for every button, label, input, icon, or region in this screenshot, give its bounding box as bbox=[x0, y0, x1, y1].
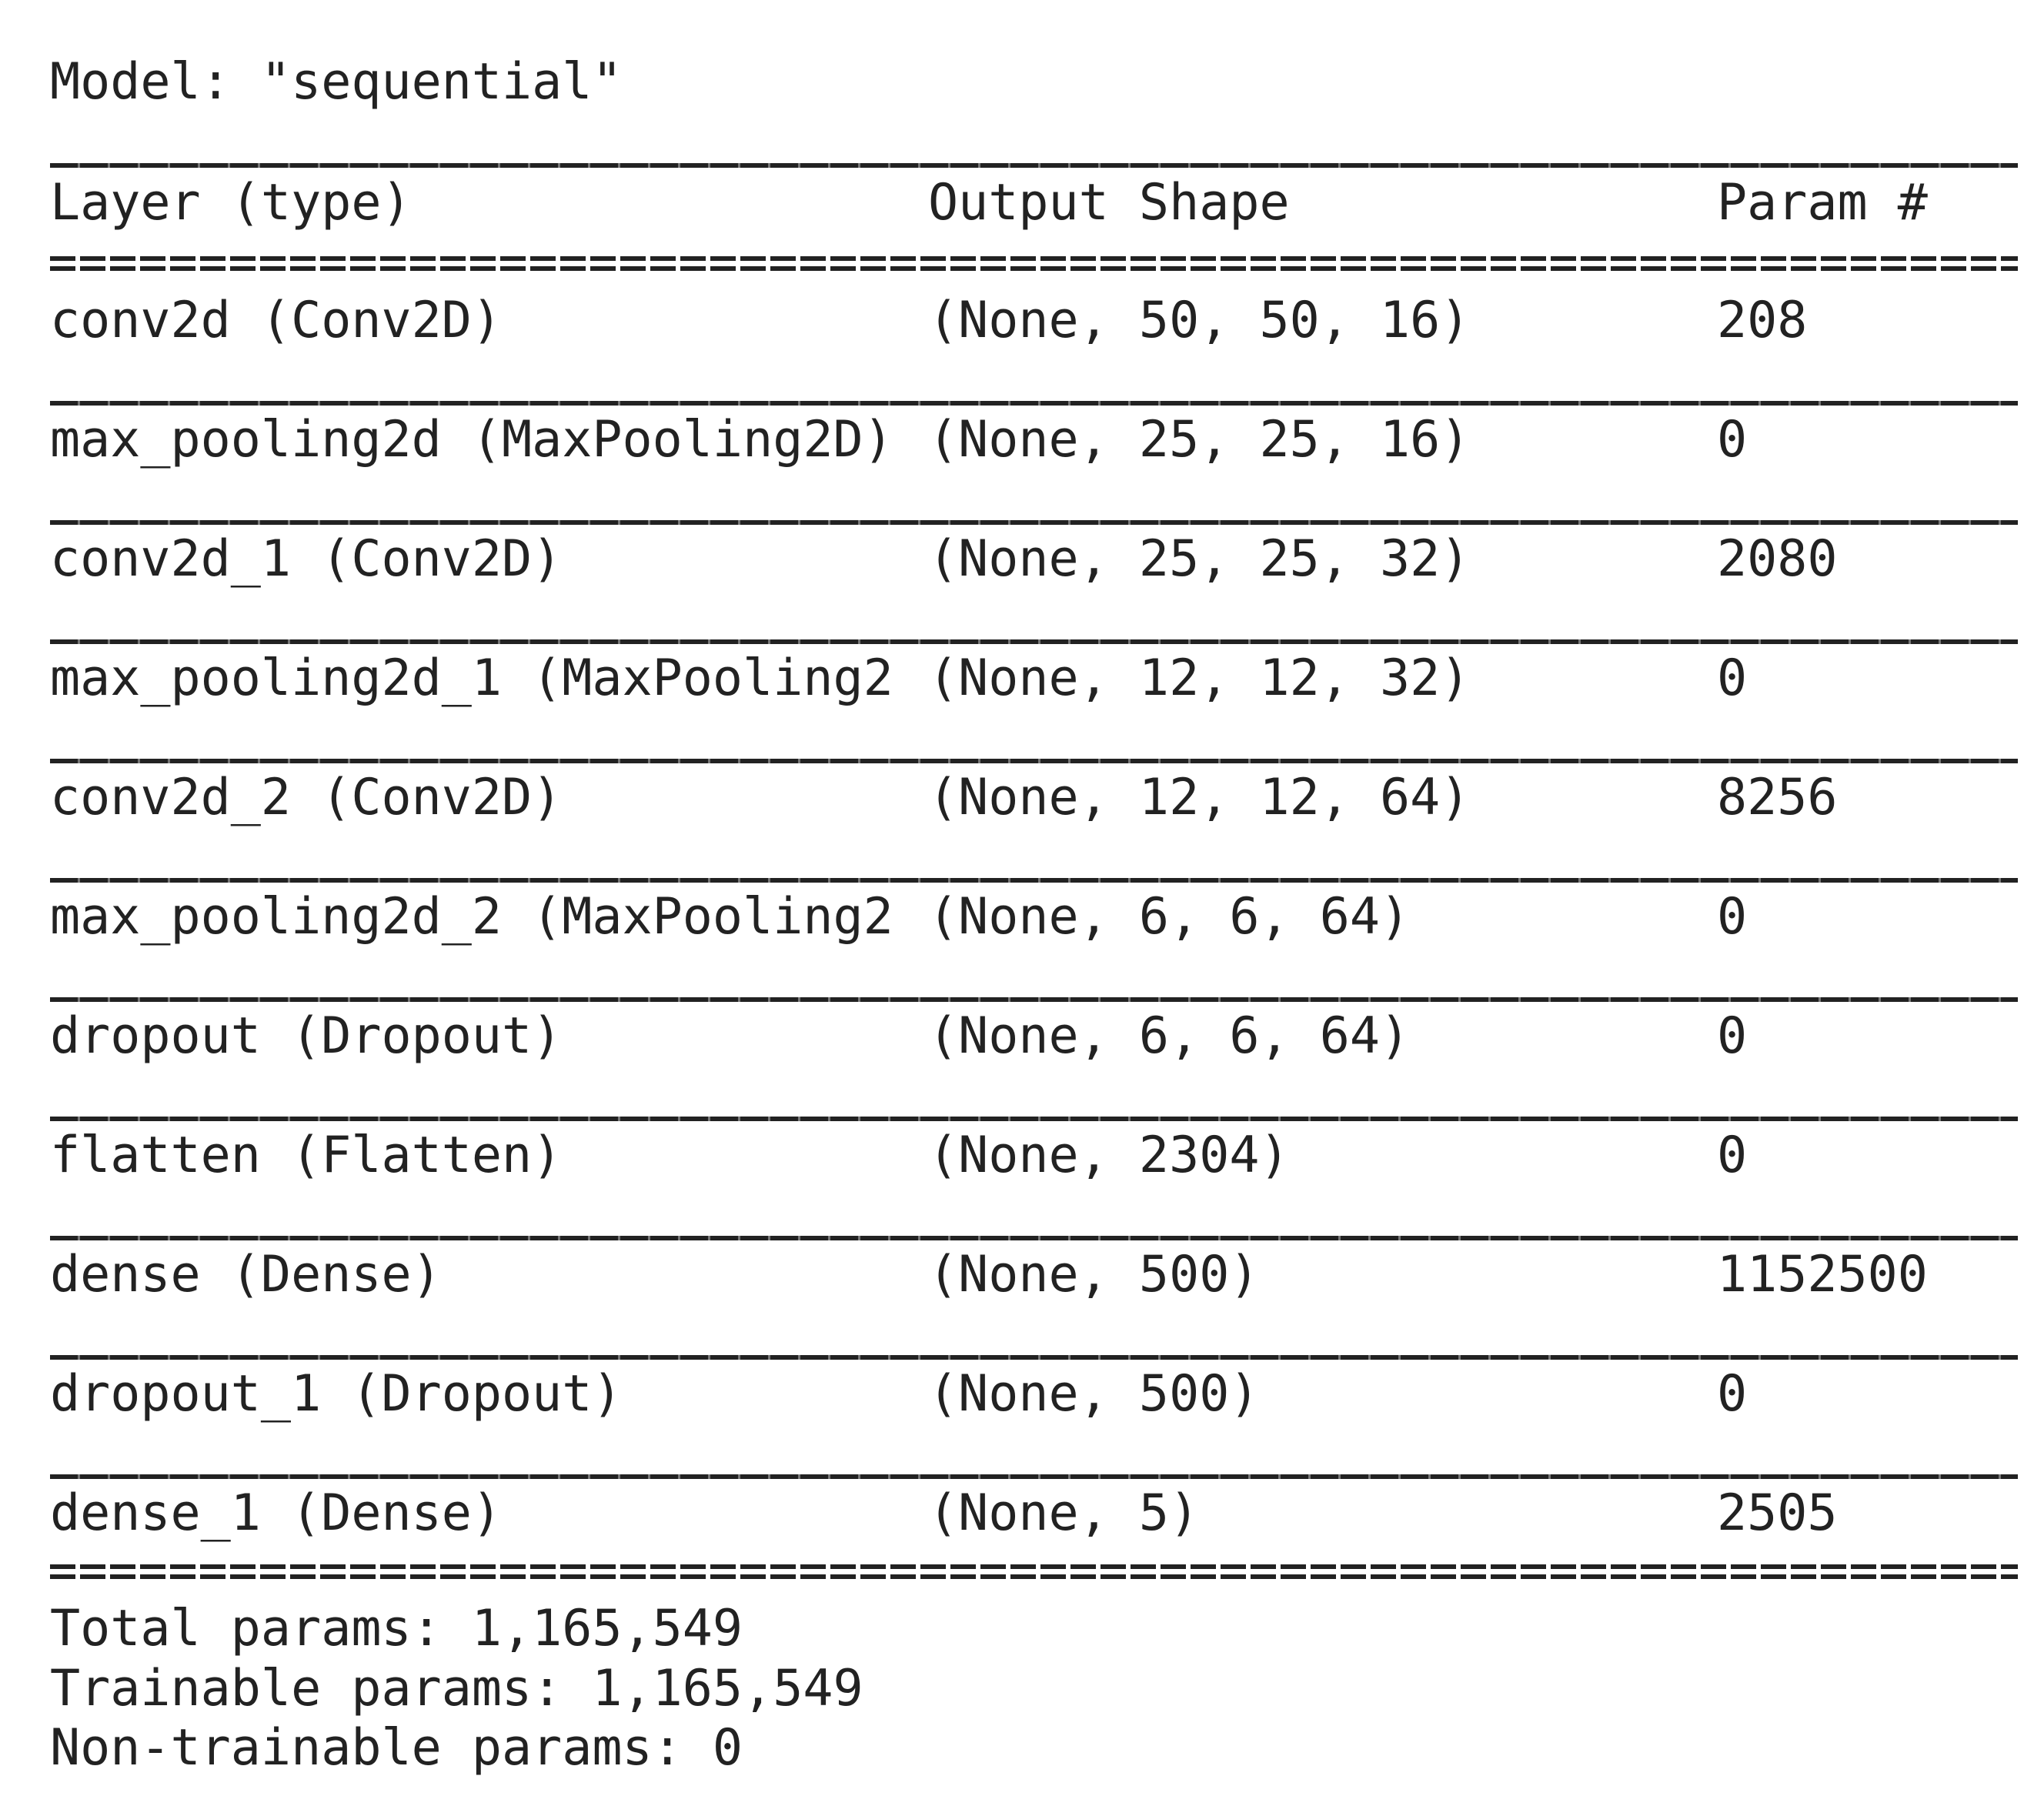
table-header bbox=[50, 172, 2018, 234]
output-shape: (None, 5) bbox=[928, 1484, 1200, 1542]
table-row bbox=[50, 886, 2018, 948]
output-shape: (None, 12, 12, 64) bbox=[928, 769, 1471, 826]
output-shape: (None, 6, 6, 64) bbox=[928, 888, 1411, 946]
output-shape: (None, 500) bbox=[928, 1365, 1260, 1423]
param-count: 0 bbox=[1717, 649, 1748, 707]
param-count: 0 bbox=[1717, 888, 1748, 946]
layer-name: dense (Dense) bbox=[50, 1246, 442, 1304]
layer-name: max_pooling2d_1 (MaxPooling2 bbox=[50, 649, 893, 707]
table-row bbox=[50, 409, 2018, 471]
table-row bbox=[50, 1125, 2018, 1187]
row-divider bbox=[50, 1355, 2018, 1360]
header-double-divider bbox=[50, 256, 2018, 272]
table-row bbox=[50, 1006, 2018, 1067]
layer-name: conv2d_2 (Conv2D) bbox=[50, 769, 563, 826]
table-row bbox=[50, 1483, 2018, 1544]
table-row bbox=[50, 1244, 2018, 1306]
table-row bbox=[50, 648, 2018, 709]
model-title: Model: "sequential" bbox=[50, 53, 623, 111]
output-shape: (None, 6, 6, 64) bbox=[928, 1007, 1411, 1065]
output-shape: (None, 50, 50, 16) bbox=[928, 292, 1471, 349]
footer-double-divider bbox=[50, 1564, 2018, 1580]
layer-name: conv2d (Conv2D) bbox=[50, 292, 502, 349]
param-count: 0 bbox=[1717, 1007, 1748, 1065]
layer-name: dropout (Dropout) bbox=[50, 1007, 563, 1065]
header-params: Param # bbox=[1717, 174, 1928, 232]
row-divider bbox=[50, 520, 2018, 525]
layer-name: max_pooling2d_2 (MaxPooling2 bbox=[50, 888, 893, 946]
total-params: Total params: 1,165,549 bbox=[50, 1600, 743, 1657]
layer-name: dropout_1 (Dropout) bbox=[50, 1365, 623, 1423]
output-shape: (None, 25, 25, 32) bbox=[928, 530, 1471, 588]
top-divider bbox=[50, 163, 2018, 168]
row-divider bbox=[50, 1117, 2018, 1121]
param-count: 2505 bbox=[1717, 1484, 1838, 1542]
table-row bbox=[50, 529, 2018, 590]
row-divider bbox=[50, 759, 2018, 763]
param-count: 0 bbox=[1717, 1365, 1748, 1423]
layer-name: max_pooling2d (MaxPooling2D) bbox=[50, 411, 893, 469]
param-count: 1152500 bbox=[1717, 1246, 1928, 1304]
table-row bbox=[50, 1364, 2018, 1425]
header-layer: Layer (type) bbox=[50, 174, 412, 232]
row-divider bbox=[50, 639, 2018, 644]
layer-name: dense_1 (Dense) bbox=[50, 1484, 502, 1542]
row-divider bbox=[50, 1236, 2018, 1240]
table-row bbox=[50, 767, 2018, 829]
row-divider bbox=[50, 1474, 2018, 1479]
row-divider bbox=[50, 401, 2018, 406]
output-shape: (None, 25, 25, 16) bbox=[928, 411, 1471, 469]
row-divider bbox=[50, 878, 2018, 883]
param-count: 0 bbox=[1717, 1127, 1748, 1184]
param-count: 2080 bbox=[1717, 530, 1838, 588]
param-count: 0 bbox=[1717, 411, 1748, 469]
header-output-shape: Output Shape bbox=[928, 174, 1290, 232]
output-shape: (None, 12, 12, 32) bbox=[928, 649, 1471, 707]
param-count: 8256 bbox=[1717, 769, 1838, 826]
output-shape: (None, 500) bbox=[928, 1246, 1260, 1304]
layer-name: flatten (Flatten) bbox=[50, 1127, 563, 1184]
layer-name: conv2d_1 (Conv2D) bbox=[50, 530, 563, 588]
table-row bbox=[50, 290, 2018, 352]
param-count: 208 bbox=[1717, 292, 1808, 349]
non-trainable-params: Non-trainable params: 0 bbox=[50, 1719, 743, 1777]
output-shape: (None, 2304) bbox=[928, 1127, 1290, 1184]
trainable-params: Trainable params: 1,165,549 bbox=[50, 1660, 863, 1718]
row-divider bbox=[50, 997, 2018, 1002]
